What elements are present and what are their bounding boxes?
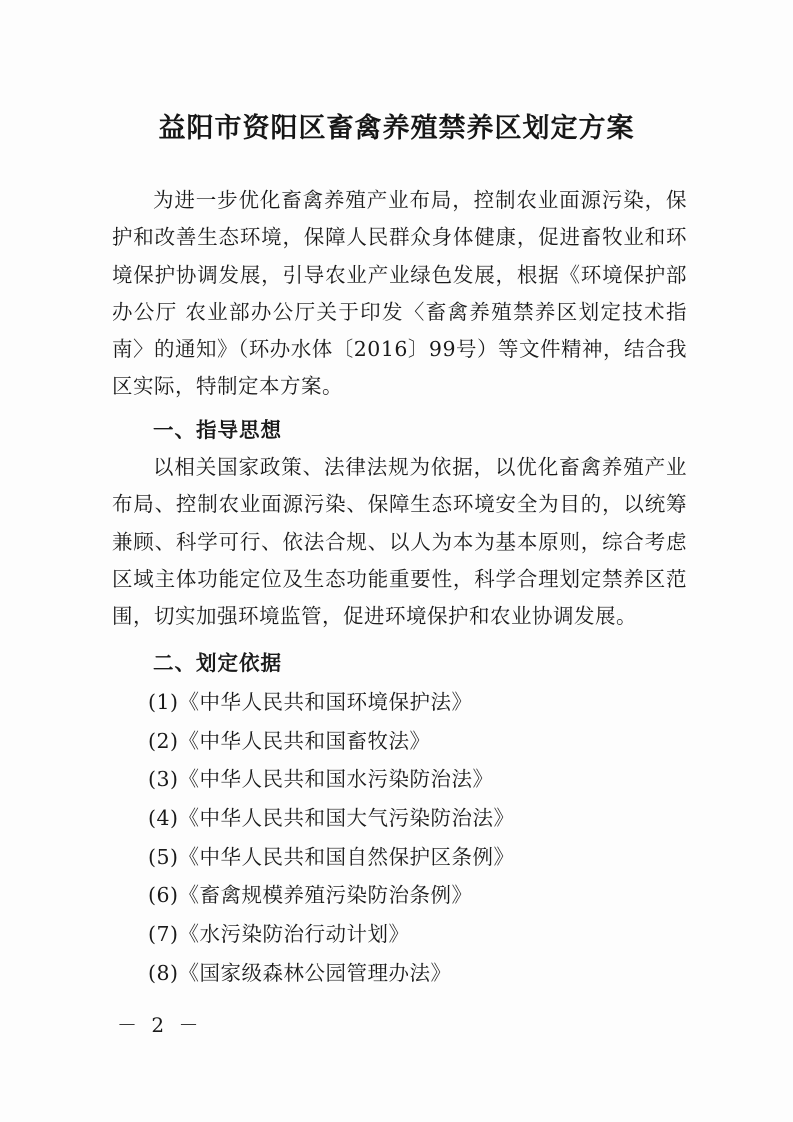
basis-item: (4)《中华人民共和国大气污染防治法》 bbox=[148, 806, 515, 831]
document-title: 益阳市资阳区畜禽养殖禁养区划定方案 bbox=[158, 113, 635, 144]
basis-item: (2)《中华人民共和国畜牧法》 bbox=[148, 728, 431, 753]
page-number: － 2 － bbox=[117, 1013, 203, 1037]
basis-item: (6)《畜禽规模养殖污染防治条例》 bbox=[148, 883, 473, 908]
basis-item: (8)《国家级森林公园管理办法》 bbox=[148, 960, 452, 985]
basis-item: (5)《中华人民共和国自然保护区条例》 bbox=[148, 844, 515, 869]
intro-paragraph: 为进一步优化畜禽养殖产业布局，控制农业面源污染，保护和改善生态环境，保障人民群众身体健康，促进畜牧业和环境保护协调发展，引导农业产业绿色发展，根据《环境保护部办公厅 农业部办公厅关于印发〈畜禽养殖禁养区划定技术指南〉的通知》（环办水体〔2016〕99号）等文件精神，结合我区实际，特制定本方案。 bbox=[112, 188, 688, 399]
basis-item: (3)《中华人民共和国水污染防治法》 bbox=[148, 767, 494, 792]
basis-list bbox=[148, 683, 515, 993]
guiding-ideology-paragraph: 以相关国家政策、法律法规为依据，以优化畜禽养殖产业布局、控制农业面源污染、保障生态环境安全为目的，以统筹兼顾、科学可行、依法合规、以人为本为基本原则，综合考虑区域主体功能定位及生态功能重要性，科学合理划定禁养区范围，切实加强环境监管，促进环境保护和农业协调发展。 bbox=[112, 455, 687, 629]
section-heading-guiding-ideology: 一、指导思想 bbox=[153, 418, 282, 442]
basis-item: (7)《水污染防治行动计划》 bbox=[148, 922, 410, 947]
basis-item: (1)《中华人民共和国环境保护法》 bbox=[148, 690, 473, 714]
section-heading-basis: 二、划定依据 bbox=[153, 651, 282, 675]
